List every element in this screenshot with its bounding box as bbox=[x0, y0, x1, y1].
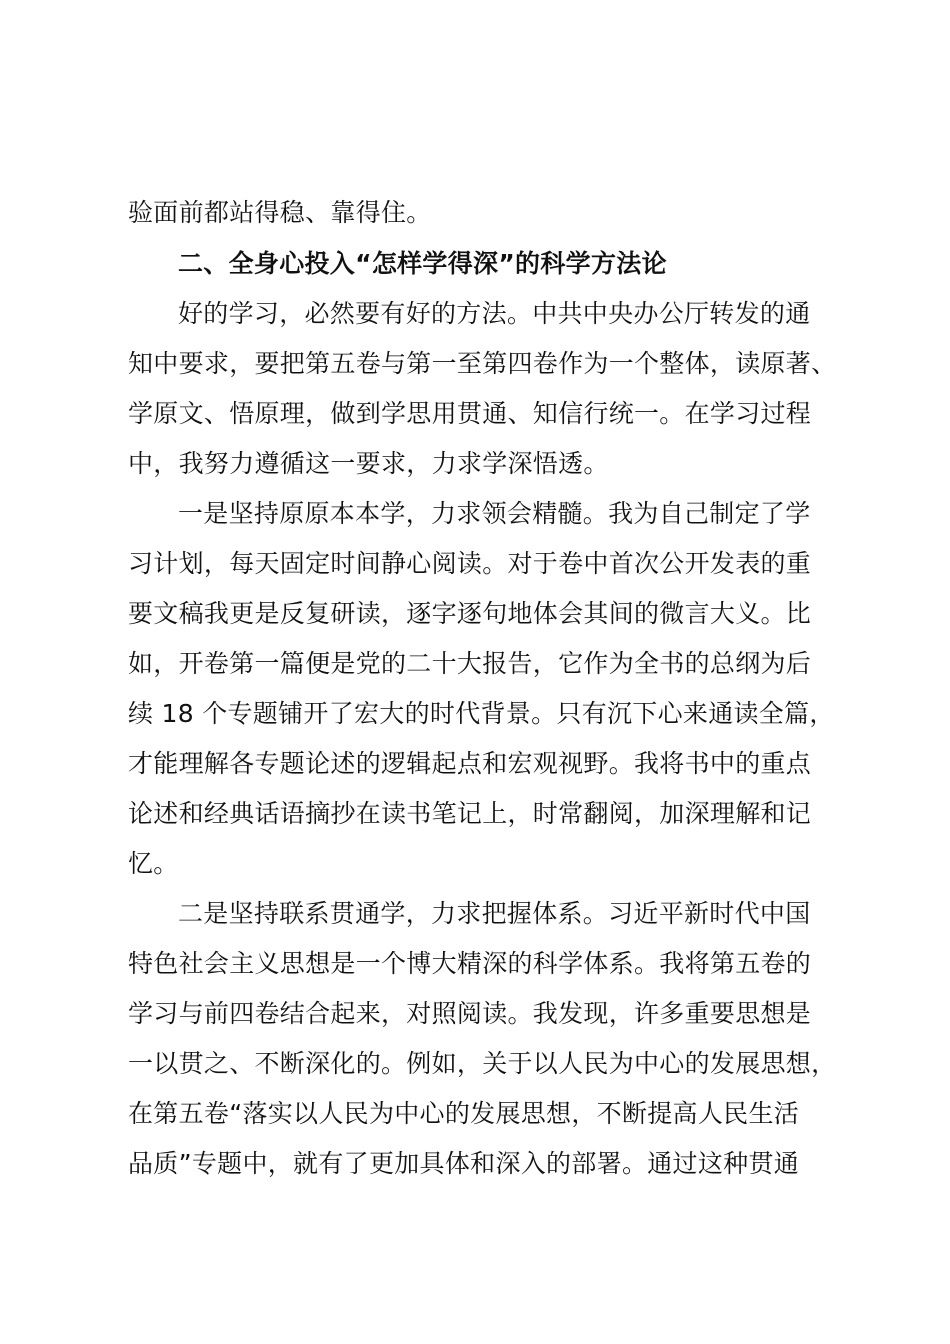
text-line: 知中要求，要把第五卷与第一至第四卷作为一个整体，读原著、 bbox=[128, 349, 837, 378]
text-line: 学原文、悟原理，做到学思用贯通、知信行统一。在学习过程 bbox=[128, 399, 812, 428]
text-line: 一以贯之、不断深化的。例如，关于以人民为中心的发展思想， bbox=[128, 1049, 837, 1078]
text-line: 如，开卷第一篇便是党的二十大报告，它作为全书的总纲为后 bbox=[128, 649, 812, 678]
text-line: 在第五卷“落实以人民为中心的发展思想，不断提高人民生活 bbox=[128, 1099, 800, 1128]
text-line: 品质”专题中，就有了更加具体和深入的部署。通过这种贯通 bbox=[128, 1149, 800, 1178]
text-line: 习计划，每天固定时间静心阅读。对于卷中首次公开发表的重 bbox=[128, 549, 812, 578]
text-line: 验面前都站得稳、靠得住。 bbox=[128, 198, 432, 227]
paragraph-start: 二是坚持联系贯通学，力求把握体系。习近平新时代中国 bbox=[178, 899, 811, 928]
section-heading: 二、全身心投入“怎样学得深”的科学方法论 bbox=[178, 249, 667, 278]
text-line: 论述和经典话语摘抄在读书笔记上，时常翻阅，加深理解和记 bbox=[128, 799, 812, 828]
text-line: 特色社会主义思想是一个博大精深的科学体系。我将第五卷的 bbox=[128, 949, 812, 978]
paragraph-start: 好的学习，必然要有好的方法。中共中央办公厅转发的通 bbox=[178, 299, 811, 328]
text-line: 要文稿我更是反复研读，逐字逐句地体会其间的微言大义。比 bbox=[128, 599, 812, 628]
text-line: 中，我努力遵循这一要求，力求学深悟透。 bbox=[128, 449, 609, 478]
text-line: 续 18 个专题铺开了宏大的时代背景。只有沉下心来通读全篇， bbox=[128, 699, 835, 728]
text-line: 学习与前四卷结合起来，对照阅读。我发现，许多重要思想是 bbox=[128, 999, 812, 1028]
paragraph-start: 一是坚持原原本本学，力求领会精髓。我为自己制定了学 bbox=[178, 499, 811, 528]
text-line: 才能理解各专题论述的逻辑起点和宏观视野。我将书中的重点 bbox=[128, 749, 812, 778]
text-line: 忆。 bbox=[128, 849, 179, 878]
